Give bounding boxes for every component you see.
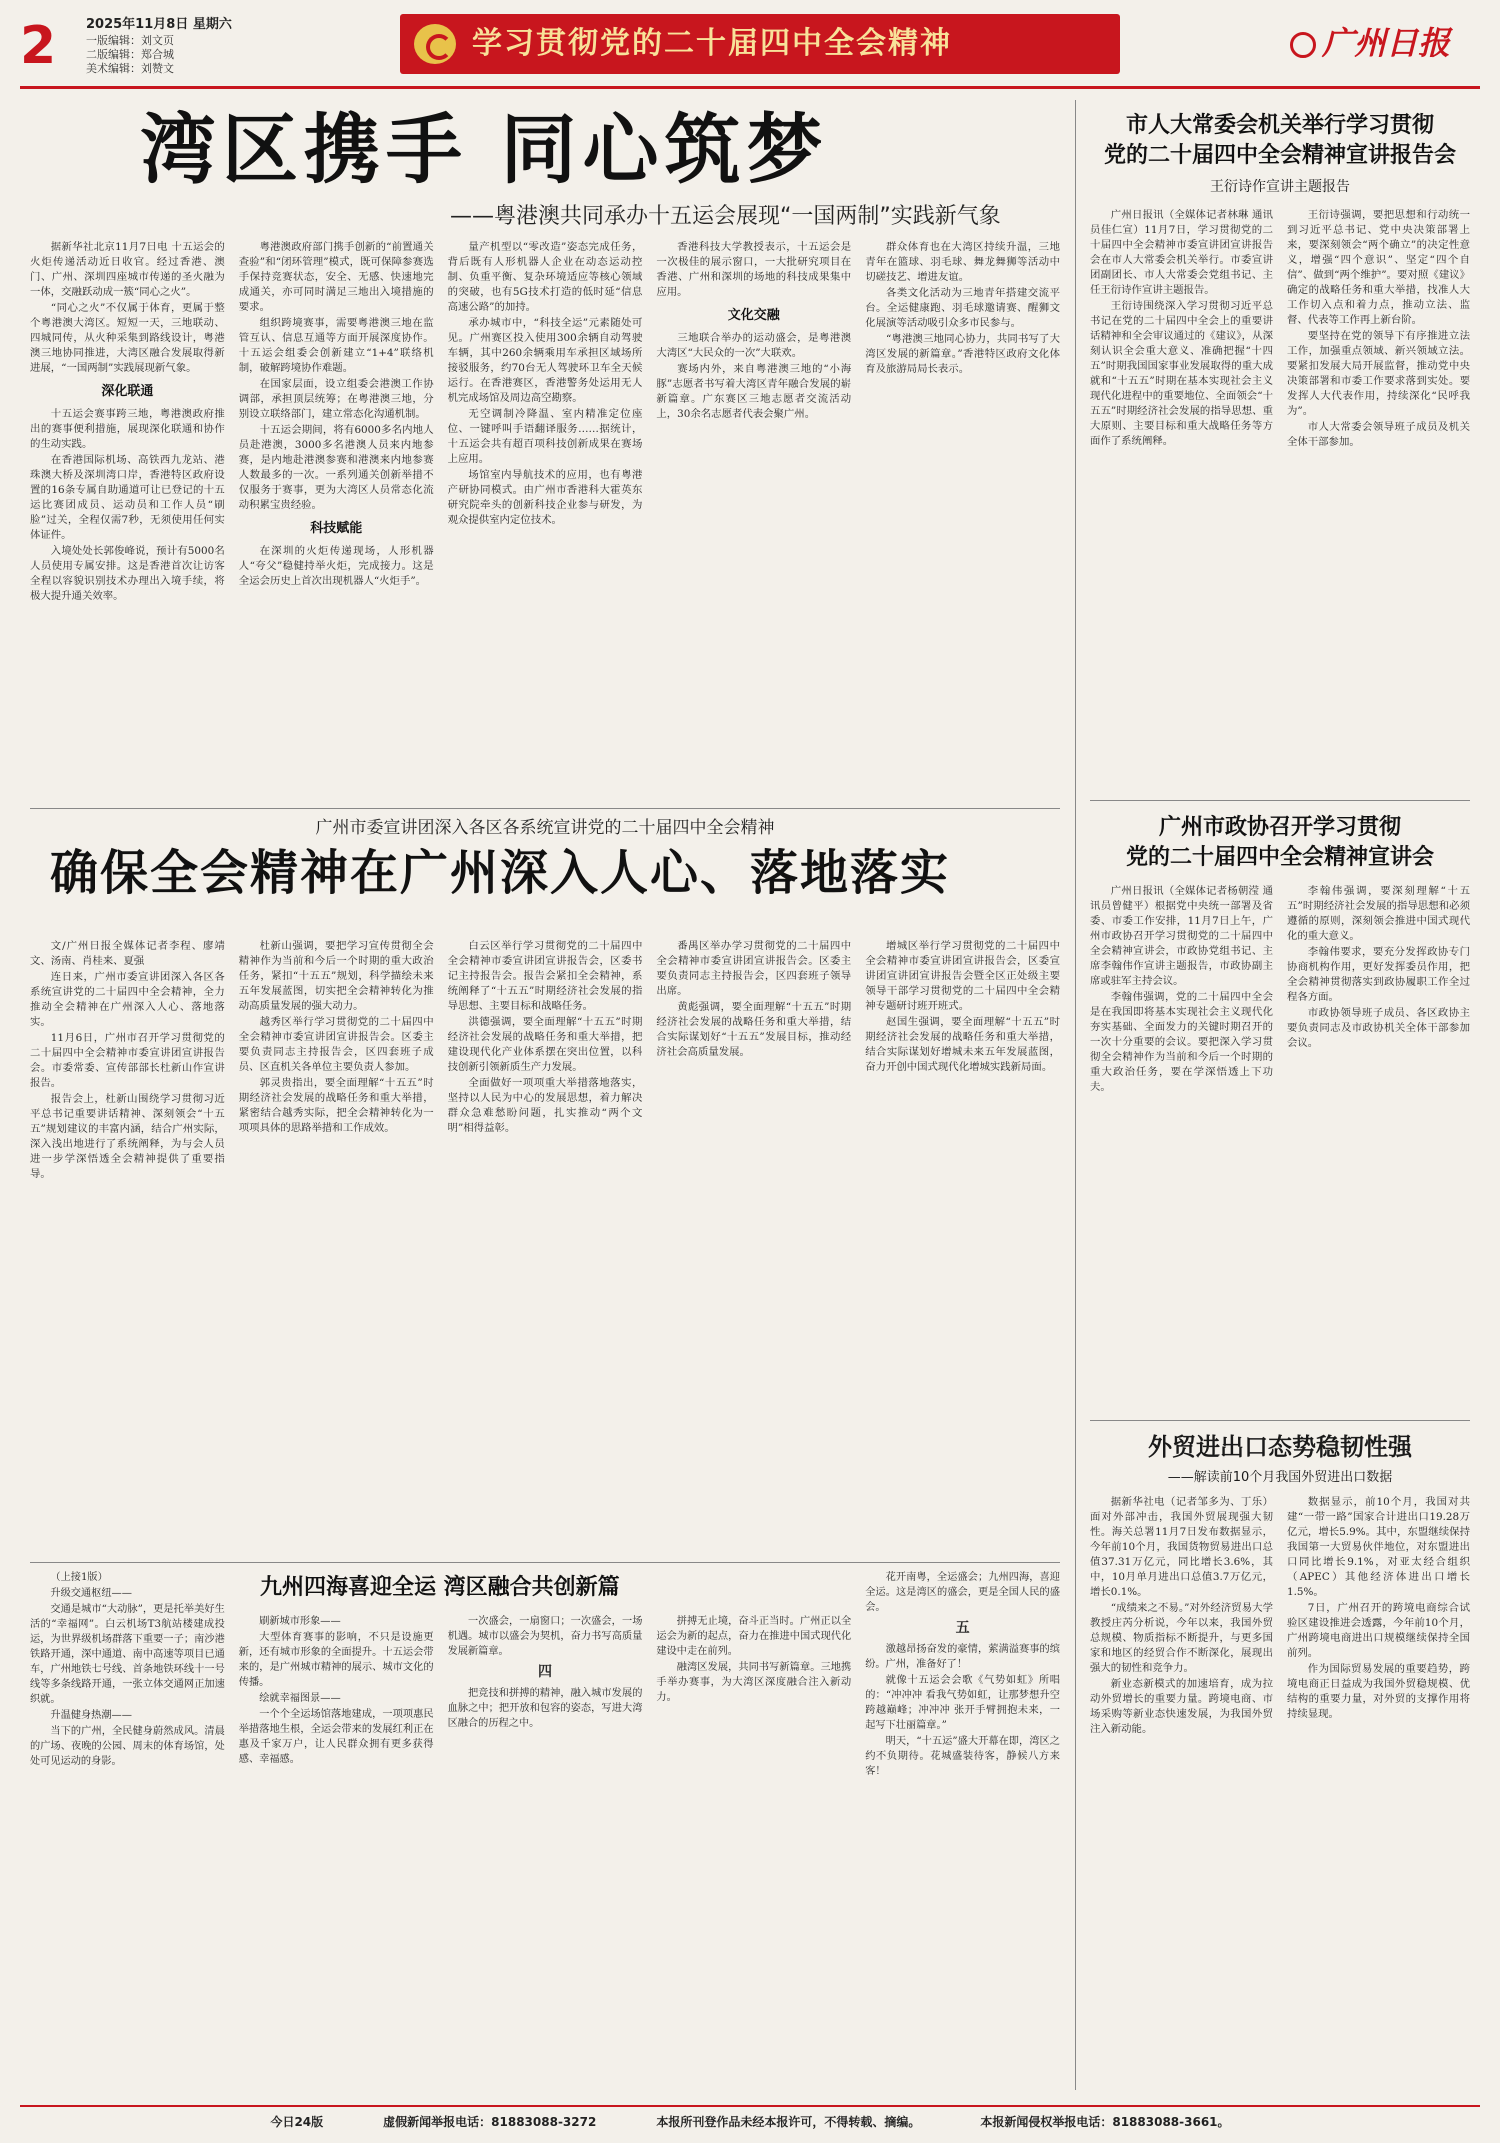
paragraph: 新业态新模式的加速培育，成为拉动外贸增长的重要力量。跨境电商、市场采购等新业态快速发展，为我国外贸注入新动能。 (1090, 1678, 1273, 1735)
paragraph: 洪德强调，要全面理解“十五五”时期经济社会发展的战略任务和重大举措，把建设现代化产业体系摆在突出位置，以科技创新引领新质生产力发展。 (447, 1016, 643, 1073)
story-subtitle: ——解读前10个月我国外贸进出口数据 (1167, 1470, 1393, 1485)
headline-line: 党的二十届四中全会精神宣讲报告会 (1103, 142, 1456, 168)
story-propaganda-team (30, 815, 1060, 1555)
page-number: 2 (20, 16, 57, 76)
paragraph: （上接1版） (50, 1572, 108, 1583)
paragraph: 李翰伟强调，要深刻理解“十五五”时期经济社会发展的指导思想和必须遵循的原则，深刻领会推进中国式现代化的重大意义。 (1287, 885, 1470, 942)
theme-banner-text: 学习贯彻党的二十届四中全会精神 (472, 26, 952, 61)
paragraph: “成绩来之不易。”对外经济贸易大学教授庄芮分析说，今年以来，我国外贸总规模、物质指标不断提升，与更多国家和地区的经贸合作不断深化，展现出强大的韧性和竞争力。 (1090, 1602, 1273, 1674)
footer-item: 本报所刊登作品未经本报许可，不得转载、摘编。 (656, 2114, 921, 2129)
story-headline (1090, 812, 1470, 872)
paragraph: 李翰伟强调，党的二十届四中全会是在我国即将基本实现社会主义现代化夯实基础、全面发力的关键时期召开的一次十分重要的会议。要把深入学习贯彻全会精神作为当前和今后一个时期的重大政治任务，要在学深悟透上下功夫。 (1090, 991, 1273, 1093)
paragraph: 市人大常委会领导班子成员及机关全体干部参加。 (1287, 421, 1470, 448)
paragraph: 香港科技大学教授表示，十五运会是一次极佳的展示窗口，一大批研究项目在香港、广州和深圳的场地的科技成果集中应用。 (656, 241, 852, 298)
paragraph: 场馆室内导航技术的应用，也有粤港产研协同模式。由广州市香港科大霍英东研究院牵头的创新科技企业参与研发，为观众提供室内定位技术。 (447, 469, 643, 526)
paragraph: 在国家层面，设立组委会港澳工作协调部，承担顶层统筹；在粤港澳三地，分别设立联络部门，建立常态化沟通机制。 (238, 378, 434, 420)
paragraph: 升级交通枢纽—— (50, 1588, 132, 1599)
story-body (30, 1570, 1060, 2090)
paragraph: 组织跨境赛事，需要粤港澳三地在监管互认、信息互通等方面开展深度协作。十五运会组委会创新建立“1+4”联络机制，破解跨境协作难题。 (238, 317, 434, 374)
paragraph: 作为国际贸易发展的重要趋势，跨境电商正日益成为我国外贸稳规模、优结构的重要力量，对外贸的支撑作用将持续显现。 (1287, 1663, 1470, 1720)
footer-item: 今日24版 (270, 2114, 324, 2129)
text-column (1287, 884, 1470, 1394)
paragraph: 无空调制冷降温、室内精准定位座位、一键呼叫手语翻译服务……据统计，十五运会共有超百项科技创新成果在赛场上应用。 (447, 408, 643, 465)
editor-line: 美术编辑：刘赞文 (86, 62, 174, 75)
text-column (448, 1570, 643, 2090)
story-headline: 外贸进出口态势稳韧性强 (1148, 1432, 1412, 1461)
text-column (239, 240, 434, 800)
paragraph: 各类文化活动为三地青年搭建交流平台。全运健康跑、羽毛球邀请赛、醒狮文化展演等活动吸引众多市民参与。 (865, 287, 1060, 329)
story-cppcc-lecture (1090, 812, 1470, 1412)
masthead (0, 0, 1500, 92)
paragraph: 把竞技和拼搏的精神，融入城市发展的血脉之中；把开放和包容的姿态，写进大湾区融合的历程之中。 (447, 1688, 643, 1729)
text-column (30, 939, 225, 1551)
newspaper-logo (1290, 18, 1450, 64)
party-emblem-icon (414, 24, 456, 64)
paragraph: 量产机型以“零改造”姿态完成任务，背后既有人形机器人企业在动态运动控制、负重平衡、复杂环境适应等核心领域的突破，也有5G技术打造的低时延“信息高速公路”的加持。 (447, 241, 643, 313)
story-continuation (30, 1570, 1060, 2090)
text-column (239, 1570, 434, 2090)
story-subtitle: 王衍诗作宣讲主题报告 (1210, 179, 1350, 195)
paragraph: 郭灵贵指出，要全面理解“十五五”时期经济社会发展的战略任务和重大举措，紧密结合越秀实际，把全会精神转化为一项项具体的思路举措和工作成效。 (238, 1077, 434, 1134)
paragraph: 赛场内外，来自粤港澳三地的“小海豚”志愿者书写着大湾区青年融合发展的崭新篇章。广东赛区三地志愿者交流活动上，30余名志愿者代表会聚广州。 (656, 363, 852, 420)
section-heading: 科技赋能 (310, 521, 363, 536)
paragraph: 就像十五运会会歌《气势如虹》所唱的：“冲冲冲 看我气势如虹，让那梦想升空 跨越巅峰；冲冲冲 张开手臂拥抱未来，一起写下壮丽篇章。” (865, 1675, 1060, 1731)
story-body (1090, 1495, 1470, 2095)
paragraph: 要坚持在党的领导下有序推进立法工作，加强重点领域、新兴领域立法。要紧扣发展大局开展监督，推动党中央决策部署和市委工作要求落到实处。要发挥人大代表作用，持续深化“民呼我为”。 (1287, 330, 1470, 417)
paragraph: 交通是城市“大动脉”，更是托举美好生活的“幸福网”。白云机场T3航站楼建成投运，为世界级机场群落下重要一子；南沙港铁路开通，深中通道、南中高速等项目已通车，广州地铁七号线、首条地铁环线十一号线等多条线路开通，一张立体交通网正加速织就。 (30, 1604, 225, 1705)
story-headline: 九州四海喜迎全运 湾区融合共创新篇 (260, 1575, 620, 1600)
column-divider (1075, 100, 1076, 2090)
headline-line: 市人大常委会机关举行学习贯彻 (1125, 112, 1434, 138)
story-body (1090, 208, 1470, 788)
text-column (448, 939, 643, 1551)
issue-date: 2025年11月8日 星期六 (86, 17, 232, 32)
paragraph: 激越昂扬奋发的豪情，萦满溢赛事的缤纷。广州，准备好了！ (865, 1644, 1060, 1670)
paragraph: 一次盛会，一扇窗口；一次盛会，一场机遇。城市以盛会为契机，奋力书写高质量发展新篇章。 (447, 1616, 643, 1657)
logo-icon (1290, 32, 1316, 58)
section-heading: 五 (955, 1620, 970, 1636)
paragraph: 赵国生强调，要全面理解“十五五”时期经济社会发展的战略任务和重大举措，结合实际谋划好增城未来五年发展蓝图，奋力开创中国式现代化增城实践新局面。 (865, 1016, 1060, 1073)
paragraph: 据新华社北京11月7日电 十五运会的火炬传递活动近日收官。经过香港、澳门、广州、深圳四座城市传递的圣火融为一体，交融跃动成一簇“同心之火”。 (30, 241, 225, 298)
section-heading: 深化联通 (101, 384, 154, 399)
paragraph: 在深圳的火炬传递现场，人形机器人“夸父”稳健持举火炬，完成接力。这是全运会历史上首次出现机器人“火炬手”。 (238, 545, 434, 587)
paragraph: 花开南粤，全运盛会；九州四海，喜迎全运。这是湾区的盛会，更是全国人民的盛会。 (865, 1572, 1060, 1613)
text-column (865, 240, 1060, 800)
paragraph: 李翰伟要求，要充分发挥政协专门协商机构作用，更好发挥委员作用，把全会精神贯彻落实到政协履职工作全过程各方面。 (1287, 946, 1470, 1003)
paragraph: 连日来，广州市委宣讲团深入各区各系统宣讲党的二十届四中全会精神，全力推动全会精神在广州深入人心、落地落实。 (30, 971, 225, 1028)
headline-line: 党的二十届四中全会精神宣讲会 (1125, 844, 1434, 870)
story-divider (1090, 800, 1470, 801)
logo-text: 广州日报 (1322, 24, 1451, 62)
text-column (865, 939, 1060, 1551)
paragraph: 7日，广州召开的跨境电商综合试验区建设推进会透露，今年前10个月，广州跨境电商进出口规模继续保持全国前列。 (1287, 1602, 1470, 1659)
paragraph: 增城区举行学习贯彻党的二十届四中全会精神市委宣讲团宣讲报告会，区委宣讲团宣讲团宣讲报告会暨全区正处级主要领导干部学习贯彻党的二十届四中全会精神专题研讨班开班式。 (865, 940, 1060, 1012)
paragraph: 一个个全运场馆落地建成，一项项惠民举措落地生根，全运会带来的发展红利正在惠及千家万户，让人民群众拥有更多获得感、幸福感。 (238, 1709, 434, 1765)
story-divider (1090, 1420, 1470, 1421)
text-column (30, 1570, 225, 2090)
paragraph: 市政协领导班子成员、各区政协主要负责同志及市政协机关全体干部参加会议。 (1287, 1007, 1470, 1049)
text-column (865, 1570, 1060, 2090)
text-column (448, 240, 643, 800)
text-column (1287, 1495, 1470, 2095)
paragraph: 绘就幸福图景—— (259, 1693, 341, 1704)
section-heading: 文化交融 (727, 308, 780, 323)
paragraph: 广州日报讯（全媒体记者林琳 通讯员佳仁宣）11月7日，学习贯彻党的二十届四中全会精神市委宣讲团宣讲报告会在市人大常委会机关举行。市委宣讲团副团长、市人大常委会党组书记、主任王衍诗作宣讲主题报告。 (1090, 209, 1273, 296)
theme-banner (400, 14, 1120, 74)
paragraph: 刷新城市形象—— (259, 1616, 341, 1627)
paragraph: 报告会上，杜新山围绕学习贯彻习近平总书记重要讲话精神、深刻领会“十五五”规划建议的丰富内涵，结合广州实际，深入浅出地进行了系统阐释，为与会人员进一步学深悟透全会精神提供了重要指导。 (30, 1093, 225, 1180)
paragraph: 三地联合举办的运动盛会，是粤港澳大湾区“大民众的一次”大联欢。 (656, 332, 852, 359)
text-column (656, 939, 851, 1551)
paragraph: 拼搏无止境，奋斗正当时。广州正以全运会为新的起点，奋力在推进中国式现代化建设中走在前列。 (656, 1616, 852, 1657)
paragraph: 白云区举行学习贯彻党的二十届四中全会精神市委宣讲团宣讲报告会，区委书记主持报告会。报告会紧扣全会精神，系统阐释了“十五五”时期经济社会发展的指导思想、主要目标和战略任务。 (447, 940, 643, 1012)
paragraph: 十五运会赛事跨三地，粤港澳政府推出的赛事便利措施，展现深化联通和协作的生动实践。 (30, 408, 225, 450)
text-column (1090, 884, 1273, 1394)
paragraph: 融湾区发展，共同书写新篇章。三地携手举办赛事，为大湾区深度融合注入新动力。 (656, 1662, 852, 1703)
story-wanqu-xieshou (30, 100, 1060, 800)
paragraph: 明天，“十五运”盛大开幕在即，湾区之约不负期待。花城盛装待客，静候八方来客！ (865, 1736, 1060, 1777)
editor-line: 二版编辑：郑合城 (86, 48, 174, 61)
paragraph: 十五运会期间，将有6000多名内地人员赴港澳，3000多名港澳人员来内地参赛，是内地赴港澳参赛和港澳来内地参赛人数最多的一次。一系列通关创新举措不仅服务于赛事，更为大湾区人员常态化流动积累宝贵经验。 (238, 424, 434, 511)
story-subtitle: ——粤港澳共同承办十五运会展现“一国两制”实践新气象 (450, 204, 1001, 229)
story-body (1090, 884, 1470, 1394)
story-npc-lecture (1090, 110, 1470, 790)
story-divider (30, 808, 1060, 809)
story-divider (30, 1562, 1060, 1563)
story-body (30, 240, 1060, 800)
paragraph: 王衍诗强调，要把思想和行动统一到习近平总书记、党中央决策部署上来，要深刻领会“两个确立”的决定性意义，增强“四个意识”、坚定“四个自信”、做到“两个维护”。要对照《建议》确定的战略任务和重大举措，找准人大工作切入点和着力点，推动立法、监督、代表等工作再上新台阶。 (1287, 209, 1470, 326)
story-foreign-trade (1090, 1430, 1470, 2090)
paragraph: “同心之火”不仅属于体育，更属于整个粤港澳大湾区。短短一天，三地联动、四城同传，从火种采集到路线设计，粤港澳三地协同推进，大湾区融合发展取得新进展，“一国两制”实践展现新气象。 (30, 302, 225, 374)
paragraph: 王衍诗围绕深入学习贯彻习近平总书记在党的二十届四中全会上的重要讲话精神和全会审议通过的《建议》，从深刻认识全会重大意义、准确把握“十四五”时期我国国家事业发展取得的重大成就和“十五五”时期在基本实现社会主义现代化进程中的重要地位、全面领会“十五五”时期经济社会发展的指导思想、重大原则、主要目标和重大战略任务等方面作了系统阐释。 (1090, 300, 1273, 447)
paragraph: 杜新山强调，要把学习宣传贯彻全会精神作为当前和今后一个时期的重大政治任务，紧扣“十五五”规划，科学描绘未来五年发展蓝图，切实把全会精神转化为推动高质量发展的强大动力。 (238, 940, 434, 1012)
text-column (1090, 1495, 1273, 2095)
paragraph: 据新华社电（记者邹多为、丁乐）面对外部冲击，我国外贸展现强大韧性。海关总署11月7日发布数据显示，今年前10个月，我国货物贸易进出口总值37.31万亿元，同比增长3.6%，其中，10月单月进出口总值3.7万亿元，增长0.1%。 (1090, 1496, 1273, 1598)
story-headline (1090, 110, 1470, 170)
text-column (656, 1570, 851, 2090)
paragraph: 在香港国际机场、高铁西九龙站、港珠澳大桥及深圳湾口岸，香港特区政府设置的16条专属自助通道可让已登记的十五运比赛团成员、运动员和工作人员“刷脸”过关，全程仅需7秒，无须使用任何实体证件。 (30, 454, 225, 541)
paragraph: 群众体育也在大湾区持续升温，三地青年在篮球、羽毛球、舞龙舞狮等活动中切磋技艺、增进友谊。 (865, 241, 1060, 283)
paragraph: 黄彪强调，要全面理解“十五五”时期经济社会发展的战略任务和重大举措，结合实际谋划好“十五五”发展目标，推动经济社会高质量发展。 (656, 1001, 852, 1058)
paragraph: 数据显示，前10个月，我国对共建“一带一路”国家合计进出口19.28万亿元，增长5.9%。其中，东盟继续保持我国第一大贸易伙伴地位，对东盟进出口同比增长9.1%，对亚太经合组织（APEC）其他经济体进出口增长1.5%。 (1287, 1496, 1470, 1598)
paragraph: 承办城市中，“科技全运”元素随处可见。广州赛区投入使用300余辆自动驾驶车辆，其中260余辆乘用车承担区域场所接驳服务，约70台无人驾驶环卫车全天候运行。在香港赛区，香港警务处运用无人机完成场馆及周边高空勘察。 (447, 317, 643, 404)
text-column (1090, 208, 1273, 788)
story-headline: 湾区携手 同心筑梦 (140, 105, 829, 194)
text-column (656, 240, 851, 800)
text-column (1287, 208, 1470, 788)
edition-meta (86, 18, 232, 76)
paragraph: 升温健身热潮—— (50, 1710, 132, 1721)
paragraph: 粤港澳政府部门携手创新的“前置通关查验”和“闭环管理”模式，既可保障参赛选手保持竞赛状态，安全、无感、快速地完成通关，亦可同时满足三地出入境措施的要求。 (238, 241, 434, 313)
byline: 文/广州日报全媒体记者李程、廖靖文、汤南、肖桂来、夏强 (30, 940, 225, 967)
story-kicker: 广州市委宣讲团深入各区各系统宣讲党的二十届四中全会精神 (315, 818, 775, 838)
text-column (30, 240, 225, 800)
page-footer (20, 2105, 1480, 2135)
paragraph: 广州日报讯（全媒体记者杨朝滢 通讯员曾健平）根据党中央统一部署及省委、市委工作安排，11月7日上午，广州市政协召开学习贯彻党的二十届四中全会精神宣讲会，市政协党组书记、主席李翰伟作宣讲主题报告，市政协副主席或驻军主持会议。 (1090, 885, 1273, 987)
paragraph: 大型体育赛事的影响，不只是设施更新，还有城市形象的全面提升。十五运会带来的，是广州城市精神的展示、城市文化的传播。 (238, 1632, 434, 1688)
headline-line: 广州市政协召开学习贯彻 (1158, 814, 1401, 840)
paragraph: 全面做好一项项重大举措落地落实，坚持以人民为中心的发展思想，着力解决群众急难愁盼问题，扎实推动“两个文明”相得益彰。 (447, 1077, 643, 1134)
masthead-divider (20, 86, 1480, 89)
paragraph: 越秀区举行学习贯彻党的二十届四中全会精神市委宣讲团宣讲报告会。区委主要负责同志主持报告会，区四套班子成员、区直机关各单位主要负责人参加。 (238, 1016, 434, 1073)
paragraph: 当下的广州，全民健身蔚然成风。清晨的广场、夜晚的公园、周末的体育场馆，处处可见运动的身影。 (30, 1726, 225, 1767)
story-body (30, 939, 1060, 1551)
paragraph: “粤港澳三地同心协力，共同书写了大湾区发展的新篇章。”香港特区政府文化体育及旅游局局长表示。 (865, 333, 1060, 375)
footer-item: 虚假新闻举报电话：81883088-3272 (383, 2114, 597, 2129)
footer-item: 本报新闻侵权举报电话：81883088-3661。 (980, 2114, 1230, 2129)
paragraph: 番禺区举办学习贯彻党的二十届四中全会精神市委宣讲团宣讲报告会。区委主要负责同志主持报告会，区四套班子领导出席。 (656, 940, 852, 997)
paragraph: 11月6日，广州市召开学习贯彻党的二十届四中全会精神市委宣讲团宣讲报告会。市委常委、宣传部部长杜新山作宣讲报告。 (30, 1032, 225, 1089)
text-column (239, 939, 434, 1551)
story-headline: 确保全会精神在广州深入人心、落地落实 (50, 845, 951, 901)
section-heading: 四 (537, 1664, 552, 1680)
editor-line: 一版编辑：刘文页 (86, 34, 174, 47)
paragraph: 入境处处长郭俊峰说，预计有5000名人员使用专属安排。这是香港首次让访客全程以容貌识别技术办理出入境手续，将极大提升通关效率。 (30, 545, 225, 602)
